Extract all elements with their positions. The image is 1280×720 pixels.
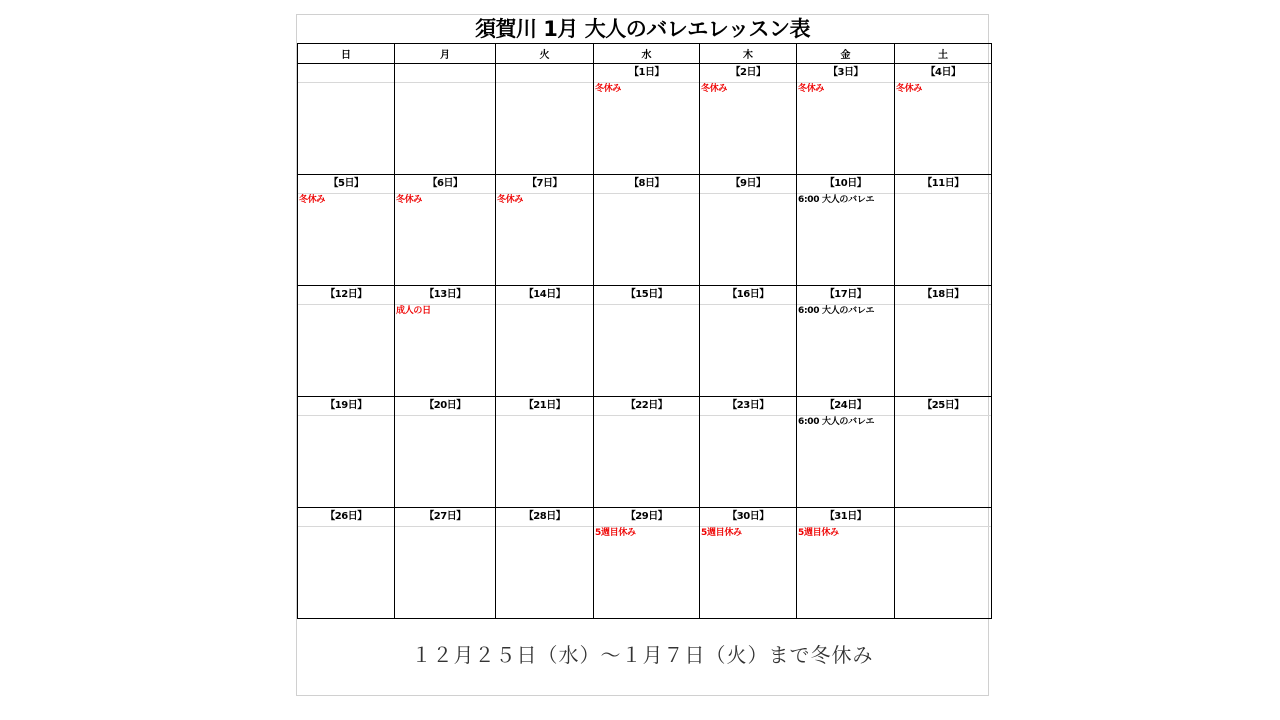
day-cell <box>298 286 395 397</box>
day-date: 【23日】 <box>700 397 796 416</box>
day-cell <box>700 64 797 175</box>
day-date: 【25日】 <box>895 397 991 416</box>
day-event: 5週目休み <box>798 528 839 538</box>
day-date <box>496 64 593 83</box>
day-date: 【2日】 <box>700 64 796 83</box>
day-cell <box>496 286 594 397</box>
day-date: 【8日】 <box>594 175 699 194</box>
day-date: 【22日】 <box>594 397 699 416</box>
week-row <box>298 64 992 175</box>
day-date: 【17日】 <box>797 286 894 305</box>
day-cell <box>594 397 700 508</box>
week-row <box>298 286 992 397</box>
weekday-header: 月 <box>395 44 496 64</box>
day-date <box>895 508 991 527</box>
day-date: 【1日】 <box>594 64 699 83</box>
day-date: 【13日】 <box>395 286 495 305</box>
day-event: 5週目休み <box>701 528 742 538</box>
day-event: 冬休み <box>896 84 923 94</box>
day-cell <box>395 175 496 286</box>
day-cell <box>594 175 700 286</box>
day-cell <box>395 64 496 175</box>
day-event: 6:00 大人のバレエ <box>798 195 875 205</box>
schedule-sheet <box>296 14 989 696</box>
week-row <box>298 175 992 286</box>
day-date: 【20日】 <box>395 397 495 416</box>
day-date <box>395 64 495 83</box>
day-date: 【27日】 <box>395 508 495 527</box>
day-cell <box>594 64 700 175</box>
day-date: 【26日】 <box>298 508 394 527</box>
day-date: 【21日】 <box>496 397 593 416</box>
day-date: 【18日】 <box>895 286 991 305</box>
day-cell <box>395 286 496 397</box>
day-cell <box>797 175 895 286</box>
day-date <box>298 64 394 83</box>
day-event: 冬休み <box>798 84 825 94</box>
day-cell <box>395 508 496 619</box>
week-row <box>298 397 992 508</box>
day-cell <box>797 508 895 619</box>
day-cell <box>895 397 992 508</box>
day-date: 【24日】 <box>797 397 894 416</box>
page-title: 須賀川 1月 大人のバレエレッスン表 <box>474 17 811 41</box>
day-cell <box>496 508 594 619</box>
day-cell <box>700 286 797 397</box>
day-cell <box>895 508 992 619</box>
day-cell <box>395 397 496 508</box>
day-cell <box>895 64 992 175</box>
day-event: 冬休み <box>497 195 524 205</box>
weekday-header: 水 <box>594 44 700 64</box>
weekday-header: 火 <box>496 44 594 64</box>
day-event: 6:00 大人のバレエ <box>798 306 875 316</box>
day-date: 【12日】 <box>298 286 394 305</box>
day-cell <box>496 397 594 508</box>
day-cell <box>700 397 797 508</box>
day-cell <box>496 64 594 175</box>
day-event: 冬休み <box>299 195 326 205</box>
weekday-header: 金 <box>797 44 895 64</box>
day-date: 【3日】 <box>797 64 894 83</box>
day-cell <box>700 175 797 286</box>
day-date: 【10日】 <box>797 175 894 194</box>
day-cell <box>895 286 992 397</box>
day-cell <box>298 397 395 508</box>
day-event: 冬休み <box>595 84 622 94</box>
weekday-header: 日 <box>298 44 395 64</box>
day-date: 【28日】 <box>496 508 593 527</box>
day-date: 【31日】 <box>797 508 894 527</box>
day-cell <box>298 508 395 619</box>
day-date: 【14日】 <box>496 286 593 305</box>
day-date: 【7日】 <box>496 175 593 194</box>
day-cell <box>298 64 395 175</box>
day-event: 5週目休み <box>595 528 636 538</box>
day-date: 【29日】 <box>594 508 699 527</box>
day-cell <box>594 286 700 397</box>
day-cell <box>496 175 594 286</box>
day-cell <box>797 397 895 508</box>
day-event: 冬休み <box>701 84 728 94</box>
day-cell <box>594 508 700 619</box>
day-cell <box>895 175 992 286</box>
day-date: 【4日】 <box>895 64 991 83</box>
day-date: 【19日】 <box>298 397 394 416</box>
day-date: 【16日】 <box>700 286 796 305</box>
day-date: 【9日】 <box>700 175 796 194</box>
winter-break-note: １２月２５日（水）～１月７日（火）まで冬休み <box>411 643 874 667</box>
day-event: 6:00 大人のバレエ <box>798 417 875 427</box>
day-date: 【6日】 <box>395 175 495 194</box>
weekday-header-row <box>298 44 992 64</box>
day-event: 冬休み <box>396 195 423 205</box>
day-date: 【5日】 <box>298 175 394 194</box>
day-cell <box>797 286 895 397</box>
weekday-header: 木 <box>700 44 797 64</box>
day-cell <box>797 64 895 175</box>
day-event: 成人の日 <box>396 306 431 316</box>
day-cell <box>298 175 395 286</box>
day-cell <box>700 508 797 619</box>
day-date: 【30日】 <box>700 508 796 527</box>
calendar-grid <box>297 43 992 619</box>
week-row <box>298 508 992 619</box>
day-date: 【11日】 <box>895 175 991 194</box>
weekday-header: 土 <box>895 44 992 64</box>
day-date: 【15日】 <box>594 286 699 305</box>
